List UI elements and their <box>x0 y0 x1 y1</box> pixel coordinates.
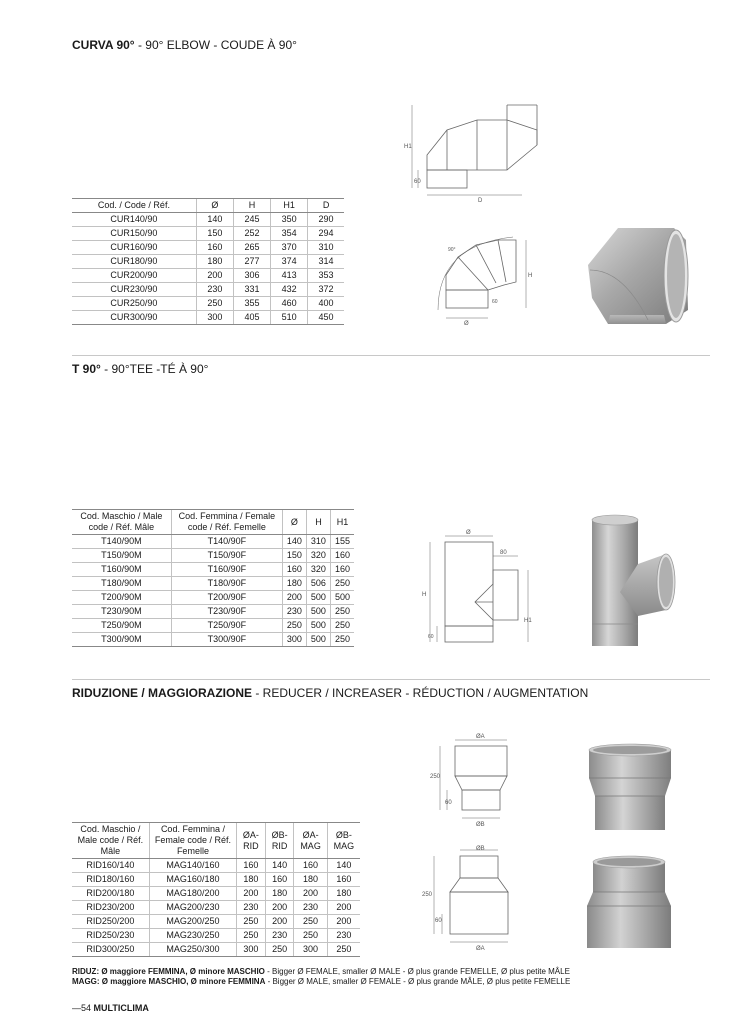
reducer-note-riduz <box>72 967 570 977</box>
table-row <box>72 859 360 873</box>
table-cell: 200 <box>327 915 360 929</box>
table-row <box>72 297 344 311</box>
table-cell: 353 <box>308 269 344 283</box>
table-cell: RID180/160 <box>72 873 149 887</box>
table-cell: 180 <box>265 887 294 901</box>
table-cell: 230 <box>327 929 360 943</box>
table-cell: 200 <box>196 269 233 283</box>
table-row <box>72 269 344 283</box>
table-cell: 230 <box>237 901 266 915</box>
table-cell: T150/90M <box>72 549 171 563</box>
tee-technical-drawing <box>420 528 545 648</box>
reducer-dim-oa: ØA <box>476 734 485 740</box>
tee-dim-h1: H1 <box>524 618 532 624</box>
reducer-product-image-bottom <box>585 852 675 952</box>
table-cell: 500 <box>306 605 330 619</box>
table-cell: MAG200/230 <box>149 901 236 915</box>
table-row <box>72 563 354 577</box>
table-row <box>72 549 354 563</box>
table-row <box>72 283 344 297</box>
note-magg-rest: - Bigger Ø MALE, smaller Ø FEMALE - Ø plus grande MÂLE, Ø plus petite FEMELLE <box>265 977 571 986</box>
table-cell: 180 <box>327 887 360 901</box>
note-magg-bold: MAGG: Ø maggiore MASCHIO, Ø minore FEMMINA <box>72 977 266 986</box>
table-cell: 354 <box>271 227 308 241</box>
table-cell: 150 <box>196 227 233 241</box>
table-cell: 140 <box>327 859 360 873</box>
table-cell: 506 <box>306 577 330 591</box>
table-cell: T250/90F <box>171 619 282 633</box>
table-cell: CUR230/90 <box>72 283 196 297</box>
table-cell: 510 <box>271 311 308 325</box>
brand-name: MULTICLIMA <box>93 1003 149 1013</box>
table-cell: 400 <box>308 297 344 311</box>
table-cell: 370 <box>271 241 308 255</box>
table-cell: T230/90F <box>171 605 282 619</box>
table-cell: 432 <box>271 283 308 297</box>
table-cell: MAG230/250 <box>149 929 236 943</box>
table-cell: 310 <box>308 241 344 255</box>
elbow-dim-60: 60 <box>414 179 421 185</box>
table-cell: 250 <box>294 929 327 943</box>
table-cell: T180/90F <box>171 577 282 591</box>
table-cell: 180 <box>196 255 233 269</box>
table-cell: CUR150/90 <box>72 227 196 241</box>
table-cell: 350 <box>271 213 308 227</box>
table-cell: 250 <box>265 943 294 957</box>
table-row <box>72 213 344 227</box>
table-cell: CUR140/90 <box>72 213 196 227</box>
elbow-dim-h1: H1 <box>404 144 412 150</box>
table-cell: 155 <box>330 535 354 549</box>
table-cell: 230 <box>294 901 327 915</box>
table-cell: 314 <box>308 255 344 269</box>
reducer-col-header: ØA- MAG <box>294 823 327 859</box>
table-cell: 250 <box>237 915 266 929</box>
section-divider-2 <box>72 679 710 680</box>
reducer-dim-ob: ØB <box>476 822 485 828</box>
table-cell: 250 <box>330 619 354 633</box>
table-cell: 160 <box>237 859 266 873</box>
elbow-product-image <box>578 220 696 332</box>
table-cell: 355 <box>233 297 270 311</box>
elbow-spec-table <box>72 198 344 325</box>
reducer-col-header: ØB- RID <box>265 823 294 859</box>
table-cell: 245 <box>233 213 270 227</box>
reducer-col-header: Cod. Maschio / Male code / Réf. Mâle <box>72 823 149 859</box>
reducer-dim-60b: 60 <box>435 918 442 924</box>
table-cell: T150/90F <box>171 549 282 563</box>
table-cell: 500 <box>330 591 354 605</box>
tee-spec-table <box>72 509 354 647</box>
table-cell: 500 <box>306 591 330 605</box>
table-cell: 200 <box>265 901 294 915</box>
table-cell: T160/90F <box>171 563 282 577</box>
table-cell: CUR180/90 <box>72 255 196 269</box>
table-cell: 250 <box>294 915 327 929</box>
table-row <box>72 605 354 619</box>
table-cell: MAG160/180 <box>149 873 236 887</box>
elbow-technical-drawing <box>400 100 550 205</box>
reducer-drawing-top <box>430 730 530 830</box>
table-row <box>72 255 344 269</box>
table-cell: 252 <box>233 227 270 241</box>
reducer-dim-250b: 250 <box>422 892 433 898</box>
table-cell: 250 <box>330 633 354 647</box>
table-cell: 290 <box>308 213 344 227</box>
table-cell: 230 <box>265 929 294 943</box>
reducer-col-header: ØB- MAG <box>327 823 360 859</box>
table-cell: 180 <box>294 873 327 887</box>
table-row <box>72 633 354 647</box>
table-cell: MAG200/250 <box>149 915 236 929</box>
table-cell: 230 <box>282 605 306 619</box>
table-cell: T140/90F <box>171 535 282 549</box>
table-cell: T300/90M <box>72 633 171 647</box>
table-cell: 300 <box>237 943 266 957</box>
reducer-section-title <box>72 686 588 700</box>
tee-col-header: Cod. Femmina / Female code / Réf. Femelle <box>171 510 282 535</box>
reducer-col-header: Cod. Femmina / Female code / Réf. Femelle <box>149 823 236 859</box>
table-cell: 320 <box>306 563 330 577</box>
tee-title-rest: - 90°TEE -TÉ À 90° <box>100 362 209 376</box>
table-cell: 200 <box>327 901 360 915</box>
elbow-section-title <box>72 38 297 52</box>
reducer-col-header: ØA- RID <box>237 823 266 859</box>
table-cell: 160 <box>327 873 360 887</box>
table-cell: 277 <box>233 255 270 269</box>
table-row <box>72 591 354 605</box>
table-cell: 160 <box>265 873 294 887</box>
table-cell: 460 <box>271 297 308 311</box>
elbow-col-header: H <box>233 199 270 213</box>
tee-section-title <box>72 362 208 376</box>
table-cell: 500 <box>306 619 330 633</box>
table-cell: 300 <box>282 633 306 647</box>
table-cell: 405 <box>233 311 270 325</box>
table-cell: CUR160/90 <box>72 241 196 255</box>
table-cell: T230/90M <box>72 605 171 619</box>
table-cell: 230 <box>196 283 233 297</box>
elbow-col-header: Cod. / Code / Réf. <box>72 199 196 213</box>
table-cell: 265 <box>233 241 270 255</box>
reducer-spec-table <box>72 822 360 957</box>
table-cell: MAG250/300 <box>149 943 236 957</box>
table-cell: RID230/200 <box>72 901 149 915</box>
reducer-dim-250: 250 <box>430 774 441 780</box>
table-cell: T250/90M <box>72 619 171 633</box>
table-row <box>72 311 344 325</box>
table-cell: CUR200/90 <box>72 269 196 283</box>
tee-product-image <box>580 512 680 650</box>
table-cell: 160 <box>196 241 233 255</box>
table-cell: 200 <box>294 887 327 901</box>
table-cell: 200 <box>265 915 294 929</box>
table-cell: 331 <box>233 283 270 297</box>
elbow-title-bold: CURVA 90° <box>72 38 135 52</box>
reducer-dim-ob2: ØB <box>476 846 485 852</box>
elbow-col-header: H1 <box>271 199 308 213</box>
table-cell: T300/90F <box>171 633 282 647</box>
table-cell: 180 <box>237 873 266 887</box>
table-cell: MAG140/160 <box>149 859 236 873</box>
table-row <box>72 943 360 957</box>
reducer-dim-oa2: ØA <box>476 946 485 952</box>
table-cell: 374 <box>271 255 308 269</box>
tee-col-header: Cod. Maschio / Male code / Réf. Mâle <box>72 510 171 535</box>
table-cell: MAG180/200 <box>149 887 236 901</box>
table-cell: 294 <box>308 227 344 241</box>
table-cell: RID250/230 <box>72 929 149 943</box>
table-cell: T160/90M <box>72 563 171 577</box>
table-cell: 310 <box>306 535 330 549</box>
table-cell: 140 <box>265 859 294 873</box>
table-cell: CUR250/90 <box>72 297 196 311</box>
elbow-side-drawing <box>418 225 538 335</box>
table-cell: 250 <box>237 929 266 943</box>
table-row <box>72 619 354 633</box>
page-footer <box>72 1003 149 1013</box>
table-cell: 250 <box>282 619 306 633</box>
table-row <box>72 535 354 549</box>
table-cell: 160 <box>330 563 354 577</box>
elbow-dim-d: D <box>478 198 483 204</box>
elbow-dim-90: 90° <box>448 247 456 253</box>
table-cell: 250 <box>330 605 354 619</box>
note-riduz-rest: - Bigger Ø FEMALE, smaller Ø MALE - Ø plus grande FEMELLE, Ø plus petite MÂLE <box>264 967 570 976</box>
table-cell: T200/90F <box>171 591 282 605</box>
table-cell: RID160/140 <box>72 859 149 873</box>
reducer-dim-60: 60 <box>445 800 452 806</box>
table-cell: T200/90M <box>72 591 171 605</box>
elbow-dim-h: H <box>528 273 533 279</box>
section-divider-1 <box>72 355 710 356</box>
table-cell: 150 <box>282 549 306 563</box>
table-cell: 250 <box>330 577 354 591</box>
table-row <box>72 915 360 929</box>
tee-col-header: H <box>306 510 330 535</box>
table-row <box>72 241 344 255</box>
table-cell: 306 <box>233 269 270 283</box>
table-cell: 160 <box>294 859 327 873</box>
table-row <box>72 577 354 591</box>
tee-col-header: Ø <box>282 510 306 535</box>
reducer-title-bold: RIDUZIONE / MAGGIORAZIONE <box>72 686 252 700</box>
page-number: —54 <box>72 1003 92 1013</box>
table-row <box>72 227 344 241</box>
table-cell: 140 <box>196 213 233 227</box>
table-cell: 300 <box>196 311 233 325</box>
table-cell: CUR300/90 <box>72 311 196 325</box>
tee-dim-diam: Ø <box>466 530 471 536</box>
tee-dim-80: 80 <box>500 550 507 556</box>
tee-title-bold: T 90° <box>72 362 101 376</box>
note-riduz-bold: RIDUZ: Ø maggiore FEMMINA, Ø minore MASCHIO <box>72 967 265 976</box>
table-cell: 250 <box>196 297 233 311</box>
table-cell: 160 <box>282 563 306 577</box>
tee-dim-60: 60 <box>428 634 434 640</box>
reducer-title-rest: - REDUCER / INCREASER - RÉDUCTION / AUGMENTATION <box>252 686 589 700</box>
elbow-col-header: D <box>308 199 344 213</box>
reducer-note-magg <box>72 977 570 987</box>
elbow-title-rest: - 90° ELBOW - COUDE À 90° <box>134 38 297 52</box>
table-cell: 300 <box>294 943 327 957</box>
table-cell: RID300/250 <box>72 943 149 957</box>
elbow-col-header: Ø <box>196 199 233 213</box>
table-cell: 500 <box>306 633 330 647</box>
table-cell: 413 <box>271 269 308 283</box>
reducer-product-image-top <box>585 740 675 835</box>
tee-dim-h: H <box>422 592 427 598</box>
table-cell: RID200/180 <box>72 887 149 901</box>
tee-col-header: H1 <box>330 510 354 535</box>
table-cell: 320 <box>306 549 330 563</box>
table-cell: T180/90M <box>72 577 171 591</box>
table-row <box>72 887 360 901</box>
table-cell: 450 <box>308 311 344 325</box>
table-cell: 200 <box>237 887 266 901</box>
table-row <box>72 873 360 887</box>
elbow-dim-60b: 60 <box>492 299 498 305</box>
table-cell: RID250/200 <box>72 915 149 929</box>
table-row <box>72 929 360 943</box>
table-cell: 140 <box>282 535 306 549</box>
table-cell: T140/90M <box>72 535 171 549</box>
table-cell: 250 <box>327 943 360 957</box>
elbow-dim-diam: Ø <box>464 321 469 327</box>
table-cell: 200 <box>282 591 306 605</box>
table-row <box>72 901 360 915</box>
table-cell: 160 <box>330 549 354 563</box>
table-cell: 372 <box>308 283 344 297</box>
table-cell: 180 <box>282 577 306 591</box>
reducer-drawing-bottom <box>420 842 530 952</box>
